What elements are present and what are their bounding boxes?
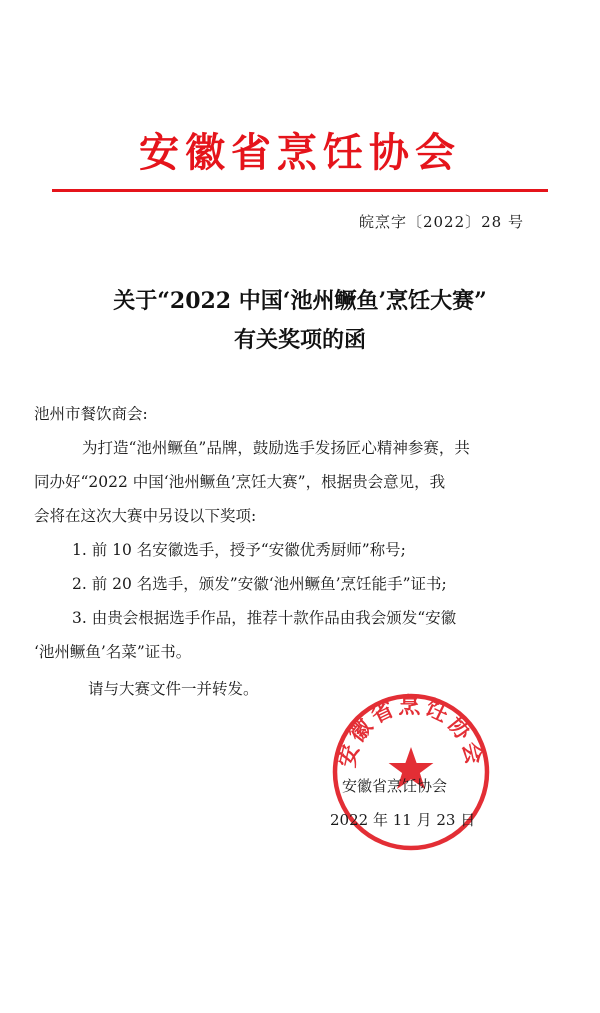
award-item-continued: ‘池州鳜鱼’名菜”证书。 <box>34 643 192 661</box>
paragraph-line: 为打造“池州鳜鱼”品牌，鼓励选手发扬匠心精神参赛，共 <box>82 439 470 457</box>
doc-number: 皖烹字〔2022〕28 号 <box>358 213 524 231</box>
paragraph-line: 同办好“2022 中国‘池州鳜鱼’烹饪大赛”，根据贵会意见，我 <box>34 473 446 491</box>
signature-date: 2022 年 11 月 23 日 <box>330 811 476 829</box>
title-line-2: 有关奖项的函 <box>233 327 366 353</box>
signature-org: 安徽省烹饪协会 <box>342 777 448 795</box>
award-item: 2. 前 20 名选手，颁发”安徽‘池州鳜鱼’烹饪能手”证书; <box>72 575 447 593</box>
org-header: 安徽省烹饪协会 <box>139 129 461 176</box>
seal-text: 安徽省烹饪协会 <box>334 692 488 770</box>
salutation: 池州市餐饮商会: <box>34 405 148 423</box>
award-item: 1. 前 10 名安徽选手，授予“安徽优秀厨师”称号; <box>72 541 406 559</box>
header-divider <box>52 189 548 192</box>
award-item: 3. 由贵会根据选手作品，推荐十款作品由我会颁发“安徽 <box>72 609 457 627</box>
closing-line: 请与大赛文件一并转发。 <box>88 680 259 698</box>
paragraph-line: 会将在这次大赛中另设以下奖项: <box>34 507 257 525</box>
title-line-1: 关于“2022 中国‘池州鳜鱼’烹饪大赛” <box>113 288 487 314</box>
